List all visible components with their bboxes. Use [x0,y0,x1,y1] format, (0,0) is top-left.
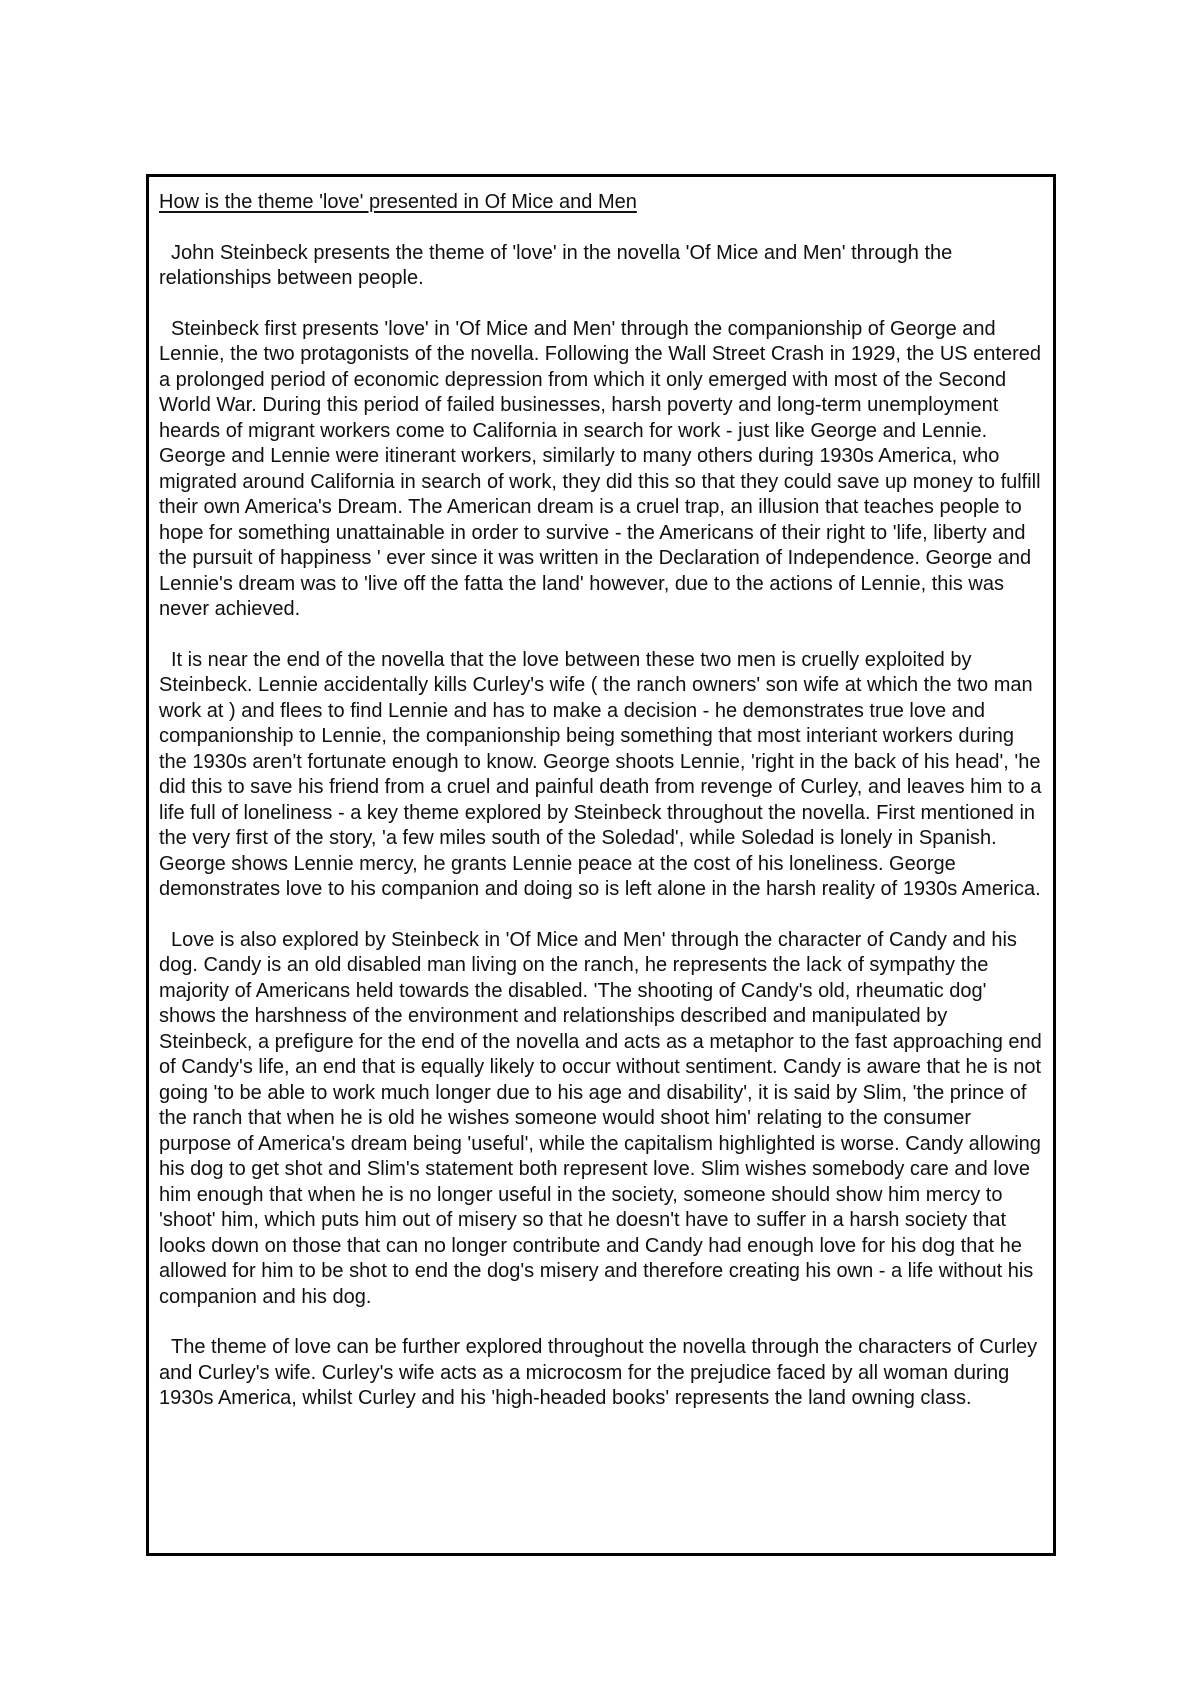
paragraph-introduction: John Steinbeck presents the theme of 'love' in the novella 'Of Mice and Men' through the relationships between people. [159,241,953,289]
paragraph-candy-and-dog: Love is also explored by Steinbeck in 'Of Mice and Men' through the character of Candy and his dog. Candy is an old disabled man living on the ranch, he represents the lack of sympathy the majority of Americans held towards the disabled. 'The shooting of Candy's old, rheumatic dog' shows the harshness of the environment and relationships described and manipulated by Steinbeck, a prefigure for the end of the novella and acts as a metaphor to the fast approaching end of Candy's life, an end that is equally likely to occur without sentiment. Candy is aware that he is not going 'to be able to work much longer due to his age and disability', it is said by Slim, 'the prince of the ranch that when he is old he wishes someone would shoot him' relating to the consumer purpose of America's dream being 'useful', while the capitalism highlighted is worse. Candy allowing his dog to get shot and Slim's statement both represent love. Slim wishes somebody care and love him enough that when he is no longer useful in the society, someone should show him mercy to 'shoot' him, which puts him out of misery so that he doesn't have to suffer in a harsh society that looks down on those that can no longer contribute and Candy had enough love for his dog that he allowed for him to be shot to end the dog's misery and therefore creating his own - a life without his companion and his dog. [159,928,1042,1308]
document-box [146,174,1056,1556]
paragraph-curley-and-wife: The theme of love can be further explored throughout the novella through the characters of Curley and Curley's wife. Curley's wife acts as a microcosm for the prejudice faced by all woman during 1930s America, whilst Curley and his 'high-headed books' represents the land owning class. [159,1336,1038,1409]
paragraph-george-and-lennie: Steinbeck first presents 'love' in 'Of Mice and Men' through the companionship of George and Lennie, the two protagonists of the novella. Following the Wall Street Crash in 1929, the US entered a prolonged period of economic depression from which it only emerged with most of the Second World War. During this period of failed businesses, harsh poverty and long-term unemployment heards of migrant workers come to California in search for work - just like George and Lennie. George and Lennie were itinerant workers, similarly to many others during 1930s America, who migrated around California in search of work, they did this so that they could save up money to fulfill their own America's Dream. The American dream is a cruel trap, an illusion that teaches people to hope for something unattainable in order to survive - the Americans of their right to 'life, liberty and the pursuit of happiness ' ever since it was written in the Declaration of Independence. George and Lennie's dream was to 'live off the fatta the land' however, due to the actions of Lennie, this was never achieved. [159,317,1041,620]
document-title: How is the theme 'love' presented in Of Mice and Men [159,191,637,213]
paragraph-love-exploited: It is near the end of the novella that the love between these two men is cruelly exploited by Steinbeck. Lennie accidentally kills Curley's wife ( the ranch owners' son wife at which the two man work at ) and flees to find Lennie and has to make a decision - he demonstrates true love and companionship to Lennie, the companionship being something that most interiant workers during the 1930s aren't fortunate enough to know. George shoots Lennie, 'right in the back of his head', 'he did this to save his friend from a cruel and painful death from revenge of Curley, and leaves him to a life full of loneliness - a key theme explored by Steinbeck throughout the novella. First mentioned in the very first of the story, 'a few miles south of the Soledad', while Soledad is lonely in Spanish. George shows Lennie mercy, he grants Lennie peace at the cost of his loneliness. George demonstrates love to his companion and doing so is left alone in the harsh reality of 1930s America. [159,648,1042,900]
